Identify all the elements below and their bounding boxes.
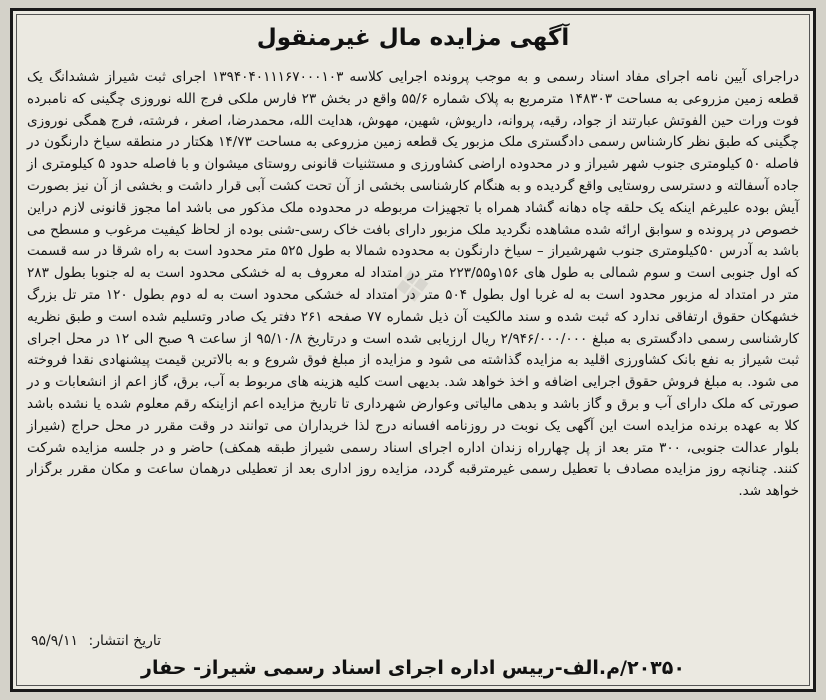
watermark: ❖ — [389, 259, 436, 316]
publish-date-value: ۹۵/۹/۱۱ — [31, 633, 79, 649]
notice-footer: ۲۰۳۵۰/م.الف-رییس اداره اجرای اسناد رسمی شیراز- حفار — [141, 657, 685, 679]
notice-body: دراجرای آیین نامه اجرای مفاد اسناد رسمی و به موجب پرونده اجرایی کلاسه ۱۳۹۴۰۴۰۱۱۱۶۷۰۰۰۱۰۳ اجرای ثبت شیراز ششدانگ یک قطعه زمین مزروعی به مساحت ۱۴۸۳۰۳ مترمربع به پلاک شماره ۵۵/۶ واقع در بخش ۲۳ فارس ملکی فرج الله نوروزی چگینی که نامبرده فوت ورات حین الفوتش عبارتند از جواد، رقیه، پروانه، داریوش، شهین، مهوش، هدایت الله، محمدرضا، اصغر ، فرشته، فرج همگی نوروزی چگینی که طبق نظر کارشناس رسمی دادگستری ملک مزبور یک قطعه زمین مزروعی به مساحت ۱۴/۷۳ هکتار در منطقه سیاخ دارنگون در فاصله ۵۰ کیلومتری جنوب شهر شیراز و در محدوده اراضی کشاورزی و مستثنیات قانونی روستای میشوان و با فاصله حدود ۵ کیلومتری از جاده آسفالته و دسترسی روستایی واقع گردیده و به هنگام کارشناسی بخشی از آن تحت کشت آبی قرار داشت و بخشی از آن نیز بصورت آیش بوده علیرغم اینکه یک حلقه چاه دهانه گشاد همراه با تجهیزات مربوطه در محدوده ملک مذکور می باشد اما مجوز قانونی لازم دراین خصوص در پرونده و سوابق ارائه شده مشاهده نگردید ملک مزبور دارای بافت خاک رسی-شنی بوده از لحاظ کیفیت مرغوب و مسطح می باشد به آدرس ۵۰کیلومتری جنوب شهرشیراز – سیاخ دارنگون به محدوده شمالا به طول ۵۲۵ متر محدود است به راه شرقا در سه قسمت که اول جنوبی است و سوم شمالی به طول های ۱۵۶و۲۲۳/۵۵ متر در امتداد له معروف به له خشکی محدود است به له جنوبا بطول ۲۸۳ متر در امتداد له مزبور محدود است به له غربا اول بطول ۵۰۴ متر در امتداد له خشکی محدود است به له دوم بطول ۱۲۰ متر تل بزرگ خشهکان حقوق ارتفاقی ندارد که ثبت شده و سند مالکیت آن ذیل شماره ۷۷ صفحه ۲۶۱ دفتر یک صادر وتسلیم شده است و طبق نظریه کارشناسی رسمی دادگستری به مبلغ ۲/۹۴۶/۰۰۰/۰۰۰ ریال ارزیابی شده است و درتاریخ ۹۵/۱۰/۸ از ساعت ۹ صبح الی ۱۲ در محل اجرای ثبت شیراز به نفع بانک کشاورزی اقلید به مزایده گذاشته می شود و مزایده از مبلغ فوق شروع و به بالاترین قیمت پیشنهادی نقدا فروخته می شود. به مبلغ فروش حقوق اجرایی اضافه و اخذ خواهد شد. بدیهی است کلیه هزینه های مربوط به آب، برق، گاز اعم از انشعابات و در صورتی که ملک دارای آب و برق و گاز باشد و بدهی مالیاتی وعوارض شهرداری تا تاریخ مزایده اعم ازاینکه رقم معلوم شده یا نشده باشد کلا به عهده برنده مزایده است این آگهی یک نوبت در روزنامه افسانه درج لذا خریداران می توانند در وقت مقرر در محل حراج (شیراز بلوار عدالت جنوبی، ۳۰۰ متر بعد از پل چهارراه زندان اداره اجرای اسناد رسمی شیراز طبقه همکف) حاضر و در جلسه مزایده شرکت کنند. چنانچه روز مزایده مصادف با تعطیل رسمی غیرمترقبه گردد، مزایده روز اداری بعد از تعطیلی درهمان ساعت و مکان مقرر برگزار خواهد شد. — [27, 69, 800, 500]
publish-date — [31, 633, 161, 649]
publish-date-label: تاریخ انتشار: — [88, 633, 162, 649]
notice-title: آگهی مزایده مال غیرمنقول — [256, 25, 570, 51]
notice-clipping — [10, 8, 816, 692]
